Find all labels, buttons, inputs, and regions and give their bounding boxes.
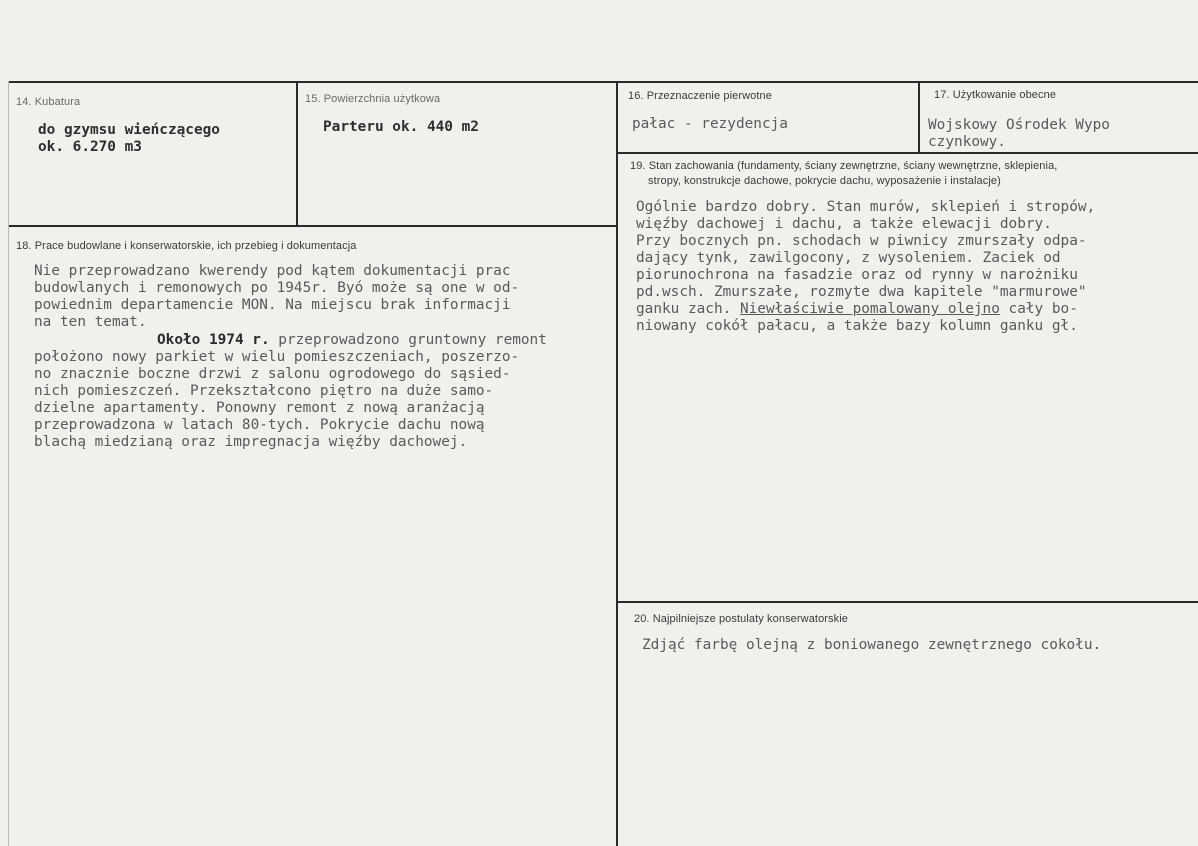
field-19-line-7 bbox=[636, 301, 1078, 318]
field-19-line-7-end: cały bo- bbox=[999, 301, 1078, 317]
field-19-line-4: dający tynk, zawilgocony, z wysoleniem. Zaciek od bbox=[636, 250, 1061, 266]
field-17-line-1: Wojskowy Ośrodek Wypo bbox=[928, 117, 1110, 133]
divider-14-15 bbox=[296, 81, 298, 226]
field-19-line-3: Przy bocznych pn. schodach w piwnicy zmurszały odpa- bbox=[636, 233, 1087, 249]
field-18-line-5 bbox=[157, 332, 547, 349]
field-19-line-7-start: ganku zach. bbox=[636, 301, 740, 317]
field-18-date-highlight: Około 1974 r. bbox=[157, 332, 270, 348]
field-20-label: 20. Najpilniejsze postulaty konserwatorskie bbox=[634, 613, 849, 625]
divider-16-17 bbox=[918, 81, 920, 153]
field-18-line-2: budowlanych i remonowych po 1945r. Byó może są one w od- bbox=[34, 280, 520, 296]
field-18-line-11: blachą miedzianą oraz impregnacja więźby dachowej. bbox=[34, 434, 468, 450]
field-18-line-7: no znacznie boczne drzwi z salonu ogrodowego do sąsied- bbox=[34, 366, 511, 382]
field-19-line-6: pd.wsch. Zmurszałe, rozmyte dwa kapitele "marmurowe" bbox=[636, 284, 1087, 300]
field-14-label: 14. Kubatura bbox=[16, 96, 81, 108]
field-18-line-9: dzielne apartamenty. Ponowny remont z nową aranżacją bbox=[34, 400, 485, 416]
field-14-line-2: ok. 6.270 m3 bbox=[38, 139, 142, 155]
field-14-line-1: do gzymsu wieńczącego bbox=[38, 122, 220, 138]
field-16-line-1: pałac - rezydencja bbox=[632, 116, 788, 132]
field-15-label: 15. Powierzchnia użytkowa bbox=[305, 93, 441, 105]
rule-above-20 bbox=[618, 601, 1198, 603]
field-19-label-line-1: 19. Stan zachowania (fundamenty, ściany zewnętrzne, ściany wewnętrzne, sklepienia, bbox=[630, 160, 1058, 172]
left-edge bbox=[8, 81, 9, 846]
field-18-line-1: Nie przeprowadzano kwerendy pod kątem dokumentacji prac bbox=[34, 263, 511, 279]
field-15-line-1: Parteru ok. 440 m2 bbox=[323, 119, 479, 135]
field-19-line-1: Ogólnie bardzo dobry. Stan murów, sklepień i stropów, bbox=[636, 199, 1096, 215]
field-17-line-2: czynkowy. bbox=[928, 134, 1006, 150]
field-19-underlined-phrase: Niewłaściwie pomalowany olejno bbox=[739, 301, 1000, 317]
rule-under-14-15 bbox=[8, 225, 618, 227]
field-18-label: 18. Prace budowlane i konserwatorskie, ich przebieg i dokumentacja bbox=[16, 240, 357, 252]
top-rule bbox=[8, 81, 1198, 83]
field-17-label: 17. Użytkowanie obecne bbox=[934, 89, 1057, 101]
field-20-line-1: Zdjąć farbę olejną z boniowanego zewnętrznego cokołu. bbox=[642, 637, 1102, 653]
field-19-line-8: niowany cokół pałacu, a także bazy kolumn ganku gł. bbox=[636, 318, 1078, 334]
rule-under-16-17 bbox=[618, 152, 1198, 154]
field-18-line-10: przeprowadzona w latach 80-tych. Pokrycie dachu nową bbox=[34, 417, 485, 433]
field-19-label-line-2: stropy, konstrukcje dachowe, pokrycie dachu, wyposażenie i instalacje) bbox=[648, 175, 1001, 187]
field-18-line-8: nich pomieszczeń. Przekształcono piętro na duże samo- bbox=[34, 383, 494, 399]
field-18-line-3: powiednim departamencie MON. Na miejscu brak informacji bbox=[34, 297, 511, 313]
field-16-label: 16. Przeznaczenie pierwotne bbox=[628, 90, 772, 102]
field-18-line-6: położono nowy parkiet w wielu pomieszczeniach, poszerzo- bbox=[34, 349, 520, 365]
field-19-line-5: piorunochrona na fasadzie oraz od rynny w narożniku bbox=[636, 267, 1078, 283]
center-divider bbox=[616, 81, 618, 846]
field-19-line-2: więźby dachowej i dachu, a także elewacji dobry. bbox=[636, 216, 1052, 232]
field-18-line-4: na ten temat. bbox=[34, 314, 147, 330]
field-18-line-5-rest: przeprowadzono gruntowny remont bbox=[269, 332, 547, 348]
